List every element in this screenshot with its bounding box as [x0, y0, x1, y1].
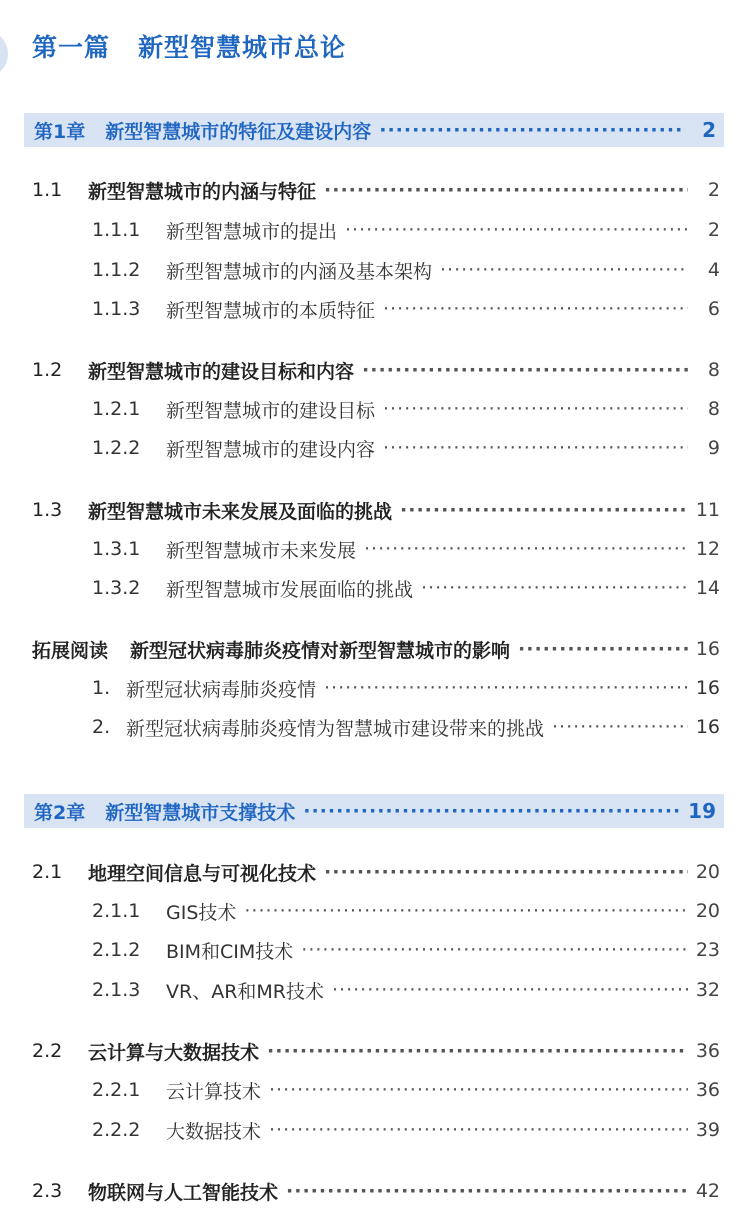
- toc-entry-number: 1.2: [32, 359, 63, 381]
- toc-entry-title: 新型冠状病毒肺炎疫情: [126, 678, 317, 701]
- toc-leader-dots: [269, 1075, 688, 1105]
- toc-leader-dots: [421, 573, 688, 603]
- toc-leader-dots: [324, 175, 688, 205]
- toc-entry-title: 新型智慧城市未来发展: [166, 539, 357, 562]
- toc-entry-title: 新型智慧城市的特征及建设内容: [105, 120, 372, 143]
- toc-entry-number: 2.2.1: [92, 1079, 141, 1101]
- toc-entry-title: VR、AR和MR技术: [166, 980, 324, 1003]
- page-tab-marker: [0, 30, 8, 78]
- toc-entry-number: 2.3: [32, 1180, 63, 1202]
- toc-entry-page: 20: [695, 900, 720, 922]
- toc-entry-page: 6: [707, 298, 720, 320]
- toc-entry-ext[interactable]: [32, 634, 720, 664]
- toc-leader-dots: [383, 294, 688, 324]
- toc-entry-page: 14: [695, 577, 720, 599]
- toc-entry-title: 地理空间信息与可视化技术: [88, 862, 317, 885]
- toc-entry-sub[interactable]: [92, 1075, 720, 1105]
- toc-entry-sec[interactable]: [32, 857, 720, 887]
- toc-entry-number: 1.1: [32, 179, 63, 201]
- toc-entry-number: 1.3.2: [92, 577, 141, 599]
- toc-entry-title: 云计算技术: [166, 1080, 262, 1103]
- toc-entry-title: 新型智慧城市的内涵及基本架构: [166, 260, 433, 283]
- toc-entry-sub[interactable]: [92, 935, 720, 965]
- toc-entry-title: 新型智慧城市的建设目标和内容: [88, 360, 355, 383]
- toc-entry-chap[interactable]: [24, 794, 724, 828]
- toc-leader-dots: [383, 394, 688, 424]
- toc-entry-number: 1.3.1: [92, 538, 141, 560]
- toc-leader-dots: [400, 495, 688, 525]
- toc-entry-sub[interactable]: [92, 975, 720, 1005]
- toc-leader-dots: [379, 115, 684, 145]
- toc-entry-page: 32: [695, 979, 720, 1001]
- toc-entry-page: 36: [695, 1079, 720, 1101]
- toc-entry-title: BIM和CIM技术: [166, 940, 294, 963]
- toc-leader-dots: [362, 355, 688, 385]
- toc-entry-page: 4: [707, 259, 720, 281]
- toc-entry-page: 16: [695, 716, 720, 738]
- toc-entry-page: 42: [695, 1180, 720, 1202]
- toc-entry-title: 新型智慧城市的本质特征: [166, 299, 376, 322]
- toc-entry-sec[interactable]: [32, 1176, 720, 1206]
- toc-entry-sub[interactable]: [92, 215, 720, 245]
- toc-entry-number: 第1章: [34, 120, 86, 143]
- toc-entry-page: 8: [707, 398, 720, 420]
- toc-entry-page: 2: [707, 179, 720, 201]
- toc-entry-page: 19: [688, 799, 716, 823]
- toc-entry-extsub[interactable]: [92, 712, 720, 742]
- toc-entry-title: GIS技术: [166, 901, 237, 924]
- toc-entry-page: 39: [695, 1119, 720, 1141]
- toc-leader-dots: [267, 1036, 688, 1066]
- toc-entry-title: 云计算与大数据技术: [88, 1041, 260, 1064]
- toc-entry-title: 新型智慧城市未来发展及面临的挑战: [88, 500, 393, 523]
- toc-leader-dots: [383, 433, 688, 463]
- toc-entry-page: 12: [695, 538, 720, 560]
- toc-entry-number: 2.1: [32, 861, 63, 883]
- toc-entry-title: 大数据技术: [166, 1120, 262, 1143]
- toc-entry-number: 2.2.2: [92, 1119, 141, 1141]
- toc-leader-dots: [332, 975, 688, 1005]
- toc-entry-sub[interactable]: [92, 433, 720, 463]
- toc-leader-dots: [552, 712, 688, 742]
- toc-leader-dots: [345, 215, 688, 245]
- toc-entry-title: 新型智慧城市支撑技术: [105, 801, 296, 824]
- toc-entry-sub[interactable]: [92, 573, 720, 603]
- toc-entry-number: 1.1.1: [92, 219, 141, 241]
- toc-entry-title: 物联网与人工智能技术: [88, 1181, 279, 1204]
- toc-entry-title: 新型智慧城市的建设目标: [166, 399, 376, 422]
- toc-entry-page: 23: [695, 939, 720, 961]
- toc-entry-number: 2.2: [32, 1040, 63, 1062]
- toc-entry-number: 1.2.1: [92, 398, 141, 420]
- toc-entry-number: 第2章: [34, 801, 86, 824]
- toc-entry-page: 2: [702, 118, 716, 142]
- toc-entry-title: 新型智慧城市的建设内容: [166, 438, 376, 461]
- toc-entry-title: 新型智慧城市的提出: [166, 220, 338, 243]
- toc-entry-sub[interactable]: [92, 294, 720, 324]
- toc-entry-number: 1.: [92, 677, 111, 699]
- toc-entry-number: 2.1.2: [92, 939, 141, 961]
- part-label: 第一篇: [32, 33, 111, 62]
- toc-leader-dots: [440, 255, 688, 285]
- toc-entry-number: 1.2.2: [92, 437, 141, 459]
- toc-entry-page: 2: [707, 219, 720, 241]
- toc-entry-sub[interactable]: [92, 534, 720, 564]
- toc-entry-sec[interactable]: [32, 355, 720, 385]
- part-title: 新型智慧城市总论: [138, 33, 347, 62]
- toc-entry-number: 2.1.1: [92, 900, 141, 922]
- toc-leader-dots: [364, 534, 688, 564]
- toc-entry-page: 11: [695, 499, 720, 521]
- toc-entry-sub[interactable]: [92, 394, 720, 424]
- toc-entry-number: 2.1.3: [92, 979, 141, 1001]
- toc-entry-page: 9: [707, 437, 720, 459]
- toc-entry-sub[interactable]: [92, 1115, 720, 1145]
- toc-leader-dots: [518, 634, 688, 664]
- toc-entry-sec[interactable]: [32, 175, 720, 205]
- toc-leader-dots: [324, 857, 688, 887]
- toc-entry-page: 36: [695, 1040, 720, 1062]
- toc-entry-number: 1.1.3: [92, 298, 141, 320]
- part-heading: [32, 28, 346, 64]
- toc-leader-dots: [303, 796, 680, 826]
- toc-entry-title: 新型智慧城市的内涵与特征: [88, 180, 317, 203]
- toc-entry-sub[interactable]: [92, 255, 720, 285]
- toc-entry-number: 2.: [92, 716, 111, 738]
- toc-entry-extsub[interactable]: [92, 673, 720, 703]
- toc-entry-number: 1.3: [32, 499, 63, 521]
- toc-leader-dots: [244, 896, 687, 926]
- toc-leader-dots: [301, 935, 688, 965]
- toc-entry-chap[interactable]: [24, 113, 724, 147]
- toc-entry-number: 拓展阅读: [32, 639, 109, 662]
- toc-leader-dots: [269, 1115, 688, 1145]
- toc-entry-page: 16: [695, 638, 720, 660]
- toc-leader-dots: [286, 1176, 688, 1206]
- toc-entry-sec[interactable]: [32, 495, 720, 525]
- toc-entry-title: 新型冠状病毒肺炎疫情对新型智慧城市的影响: [130, 639, 511, 662]
- toc-entry-sub[interactable]: [92, 896, 720, 926]
- toc-entry-sec[interactable]: [32, 1036, 720, 1066]
- toc-leader-dots: [324, 673, 688, 703]
- toc-entry-number: 1.1.2: [92, 259, 141, 281]
- toc-entry-title: 新型智慧城市发展面临的挑战: [166, 578, 414, 601]
- toc-entry-page: 16: [695, 677, 720, 699]
- toc-entry-title: 新型冠状病毒肺炎疫情为智慧城市建设带来的挑战: [126, 717, 545, 740]
- toc-entry-page: 20: [695, 861, 720, 883]
- toc-entry-page: 8: [707, 359, 720, 381]
